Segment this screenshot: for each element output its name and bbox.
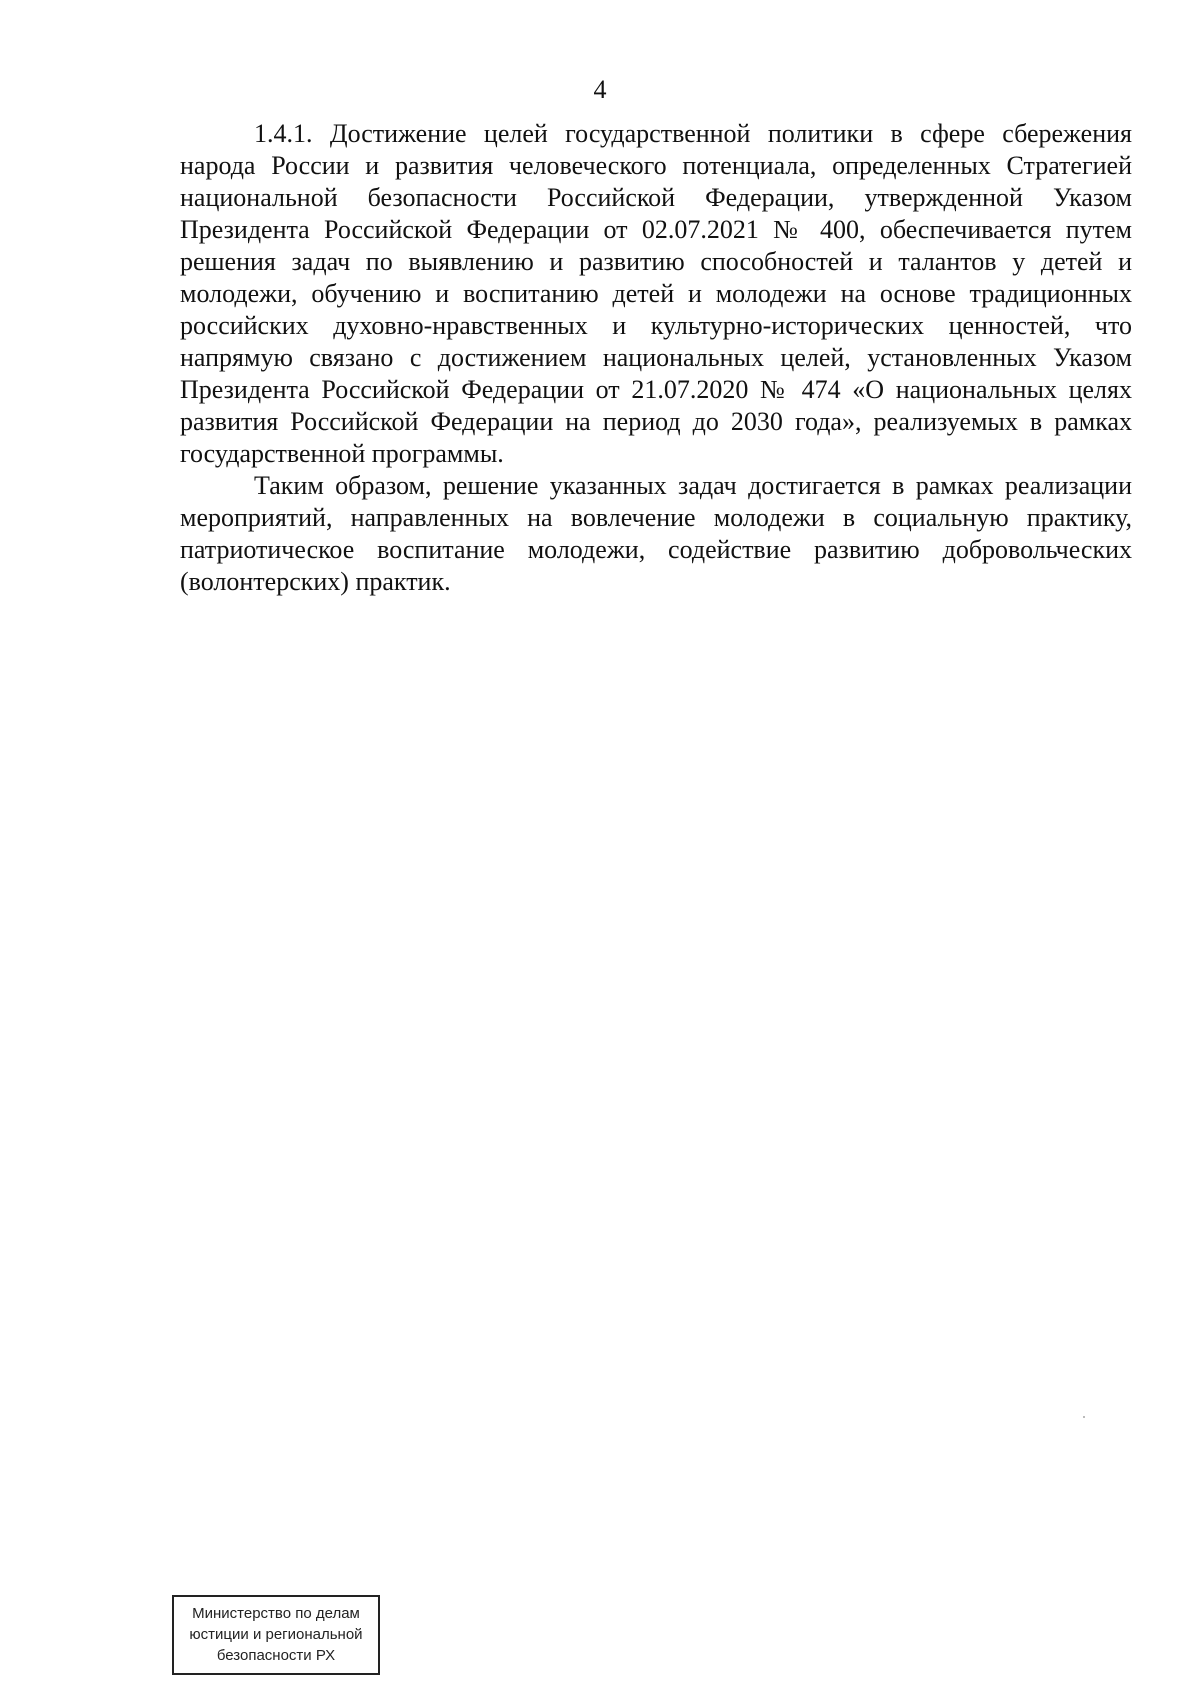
ministry-stamp (172, 1595, 380, 1675)
scan-speck (1083, 1416, 1085, 1418)
paragraph-1-4-1: 1.4.1. Достижение целей государственной политики в сфере сбережения народа России и развития человеческого потенциала, определенных Стратегией национальной безопасности Российской Федерации, утвержденной Указом Президента Российской Федерации от 02.07.2021 № 400, обеспечивается путем решения задач по выявлению и развитию способностей и талантов у детей и молодежи, обучению и воспитанию детей и молодежи на основе традиционных российских духовно-нравственных и культурно-исторических ценностей, что напрямую связано с достижением национальных целей, установленных Указом Президента Российской Федерации от 21.07.2020 № 474 «О национальных целях развития Российской Федерации на период до 2030 года», реализуемых в рамках государственной программы. (180, 119, 1132, 468)
document-body (180, 118, 1132, 598)
paragraph-conclusion: Таким образом, решение указанных задач достигается в рамках реализации мероприятий, направленных на вовлечение молодежи в социальную практику, патриотическое воспитание молодежи, содействие развитию добровольческих (волонтерских) практик. (180, 471, 1132, 596)
stamp-line-1: Министерство по делам (192, 1605, 360, 1622)
stamp-line-3: безопасности РХ (216, 1647, 336, 1664)
page-number: 4 (593, 75, 607, 104)
stamp-line-2: юстиции и региональной (189, 1626, 363, 1643)
